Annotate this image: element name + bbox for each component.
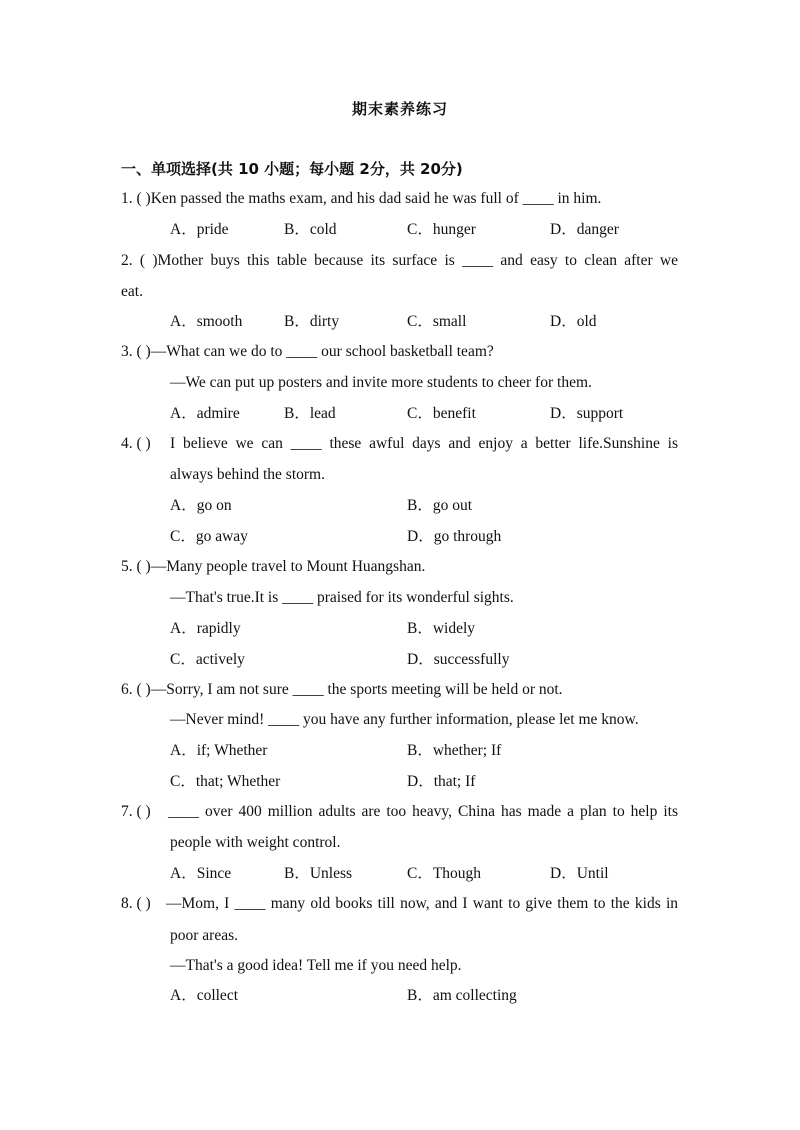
question-5 [121,557,425,577]
question-3 [121,342,494,362]
option-b: B．cold [284,221,337,238]
question-text-continued: —We can put up posters and invite more students to cheer for them. [170,374,592,391]
option-a: A．smooth [170,313,243,330]
option-b: B．am collecting [407,987,517,1004]
option-b: B．whether; If [407,742,502,759]
option-c: C．Though [407,865,482,882]
option-d: D．Until [550,865,609,882]
question-7-text: ____ over 400 million adults are too heavy, China has made a plan to help its [168,803,678,820]
section-heading: 一、单项选择(共 10 小题；每小题 2分，共 20分) [121,160,463,178]
question-4-text: I believe we can ____ these awful days and enjoy a better life.Sunshine is [170,435,678,452]
option-b: B．Unless [284,865,353,882]
option-a: A．collect [170,987,239,1004]
option-c: C．that; Whether [170,773,281,790]
question-number: 3. ( ) [121,343,151,360]
option-c: C．benefit [407,405,476,422]
question-number: 2. ( ) [121,252,158,269]
question-number: 6. ( ) [121,681,151,698]
question-text: —What can we do to ____ our school basketball team? [150,343,494,360]
option-d: D．old [550,313,597,330]
question-text: Ken passed the maths exam, and his dad said he was full of ____ in him. [150,190,602,207]
option-d: D．that; If [407,773,476,790]
question-text-continued: eat. [121,283,143,300]
option-c: C．hunger [407,221,476,238]
question-text-continued: always behind the storm. [170,466,325,483]
question-6 [121,680,563,700]
question-4-number: 4. ( ) [121,435,151,452]
option-a: A．rapidly [170,620,241,637]
option-b: B．go out [407,497,473,514]
option-d: D．successfully [407,651,510,668]
option-c: C．small [407,313,467,330]
question-text-continued: poor areas. [170,927,238,944]
question-8-text: —Mom, I ____ many old books till now, and I want to give them to the kids in [166,895,678,912]
page-title: 期末素养练习 [351,100,448,118]
question-number: 5. ( ) [121,558,151,575]
question-text: Mother buys this table because its surface is ____ and easy to clean after we [157,252,679,269]
question-1 [121,189,601,209]
question-number: 1. ( ) [121,190,151,207]
option-d: D．go through [407,528,502,545]
option-a: A．pride [170,221,229,238]
option-a: A．go on [170,497,232,514]
question-text-continued: —That's true.It is ____ praised for its wonderful sights. [170,589,514,606]
option-c: C．go away [170,528,248,545]
option-c: C．actively [170,651,245,668]
question-7-number: 7. ( ) [121,803,151,820]
option-a: A．if; Whether [170,742,268,759]
question-text: —Many people travel to Mount Huangshan. [150,558,426,575]
option-b: B．widely [407,620,476,637]
question-8-number: 8. ( ) [121,895,151,912]
question-text: —Sorry, I am not sure ____ the sports meeting will be held or not. [150,681,563,698]
question-text-continued: —That's a good idea! Tell me if you need help. [170,957,462,974]
question-2 [121,251,678,271]
option-b: B．lead [284,405,336,422]
option-b: B．dirty [284,313,340,330]
question-text-continued: people with weight control. [170,834,341,851]
question-text-continued: —Never mind! ____ you have any further information, please let me know. [170,711,639,728]
option-d: D．support [550,405,624,422]
option-d: D．danger [550,221,619,238]
option-a: A．admire [170,405,240,422]
option-a: A．Since [170,865,232,882]
